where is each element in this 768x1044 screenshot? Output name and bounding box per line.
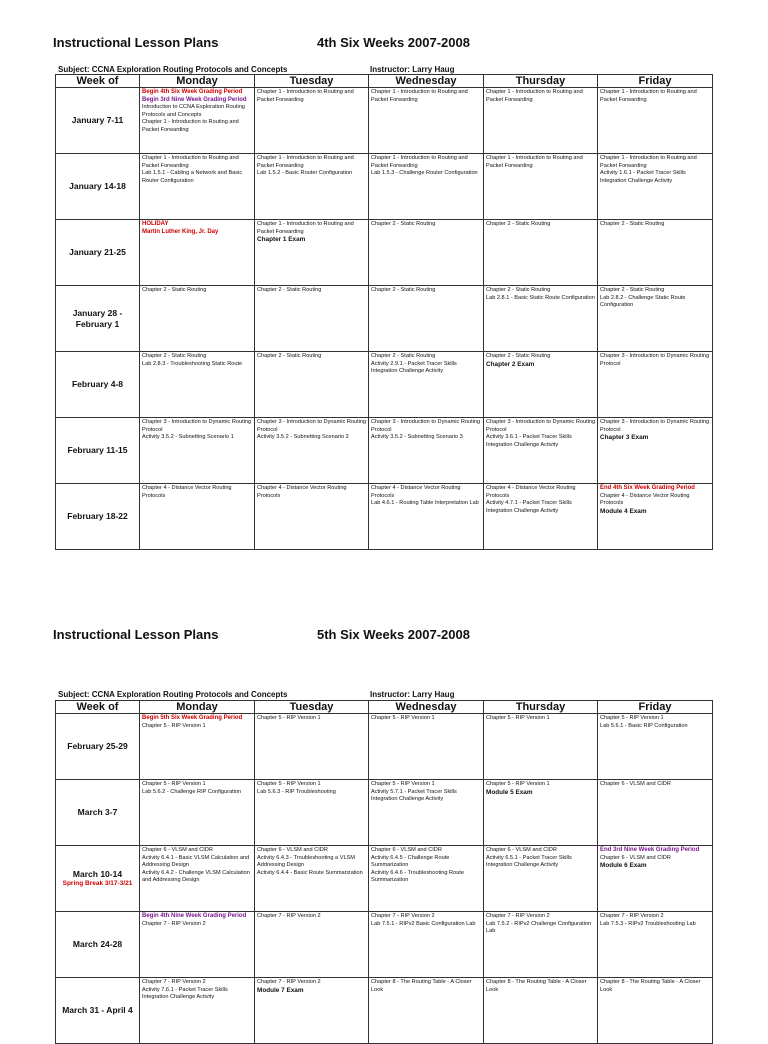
lesson-entry: Chapter 3 - Introduction to Dynamic Routing Protocol	[142, 419, 252, 433]
lesson-entry: Chapter 2 - Static Routing	[486, 221, 551, 227]
day-cell	[255, 846, 369, 912]
lesson-entry: Lab 1.5.1 - Cabling a Network and Basic Router Configuration	[142, 170, 243, 184]
lesson-entry: Chapter 7 - RIP Version 2	[142, 920, 206, 927]
day-cell	[140, 978, 255, 1044]
lesson-entry: Chapter 2 - Static Routing	[486, 287, 551, 293]
lesson-entry: Chapter 2 - Static Routing	[600, 287, 665, 293]
day-cell	[598, 912, 713, 978]
exam-entry: Chapter 1 Exam	[257, 236, 306, 244]
day-cell	[255, 780, 369, 846]
week-label: March 24-28	[72, 939, 123, 949]
grading-period-note: End 4th Six Week Grading Period	[600, 485, 695, 491]
week-label: March 31 - April 4	[62, 1005, 133, 1015]
lesson-entry: Activity 6.4.6 - Troubleshooting Route Summarization	[371, 869, 464, 884]
lesson-entry: Chapter 3 - Introduction to Dynamic Routing Protocol	[486, 419, 596, 433]
lesson-entry: Chapter 2 - Static Routing	[600, 221, 665, 227]
lesson-entry: Chapter 2 - Static Routing	[142, 287, 207, 293]
table-row	[56, 846, 713, 912]
week-label: March 3-7	[77, 807, 118, 817]
lesson-entry: Chapter 6 - VLSM and CIDR	[600, 854, 671, 861]
table-row	[56, 714, 713, 780]
column-header: Tuesday	[255, 701, 369, 714]
day-cell	[484, 714, 598, 780]
instructor-line: Instructor: Larry Haug	[370, 65, 455, 74]
lesson-entry: Chapter 2 - Static Routing	[371, 353, 436, 359]
exam-entry: Module 6 Exam	[600, 862, 647, 870]
lesson-entry: Lab 5.6.1 - Basic RIP Configuration	[600, 722, 688, 729]
lesson-entry: Chapter 2 - Static Routing	[486, 353, 551, 359]
lesson-entry: Lab 7.5.1 - RIPv2 Basic Configuration Lab	[371, 920, 476, 927]
grading-period-note: Begin 4th Nine Week Grading Period	[142, 913, 247, 919]
lesson-entry: Chapter 7 - RIP Version 2	[142, 979, 206, 985]
week-cell	[56, 978, 140, 1044]
exam-entry: Chapter 2 Exam	[486, 360, 535, 368]
week-label: February 25-29	[67, 741, 128, 751]
lesson-entry: Activity 6.4.2 - Challenge VLSM Calculation and Addressing Design	[142, 869, 250, 884]
day-cell	[255, 714, 369, 780]
day-cell	[484, 978, 598, 1044]
lesson-entry: Chapter 1 - Introduction to Routing and Packet Forwarding	[486, 155, 583, 169]
column-header: Week of	[56, 701, 140, 714]
table-row	[56, 912, 713, 978]
week-label: February 11-15	[67, 445, 128, 455]
lesson-entry: Chapter 1 - Introduction to Routing and Packet Forwarding	[600, 89, 697, 103]
lesson-entry: Chapter 4 - Distance Vector Routing Protocols	[371, 485, 461, 499]
lesson-entry: Activity 6.4.3 - Troubleshooting a VLSM Addressing Design	[257, 854, 355, 869]
column-header: Wednesday	[369, 701, 484, 714]
day-cell	[369, 846, 484, 912]
lesson-entry: Chapter 8 - The Routing Table - A Closer Look	[600, 979, 701, 993]
column-header: Wednesday	[369, 75, 484, 88]
lesson-entry: Lab 1.5.3 - Challenge Router Configuration	[371, 170, 478, 177]
lesson-entry: Chapter 2 - Static Routing	[257, 353, 322, 359]
day-cell	[484, 780, 598, 846]
day-cell	[369, 780, 484, 846]
week-label: January 28 - February 1	[72, 307, 123, 329]
lesson-entry: Chapter 2 - Static Routing	[371, 287, 436, 293]
week-label: January 7-11	[71, 115, 124, 125]
exam-entry: Module 5 Exam	[486, 788, 533, 796]
lesson-entry: Chapter 1 - Introduction to Routing and Packet Forwarding	[142, 155, 239, 169]
lesson-entry: Activity 3.5.2 - Subnetting Scenario 2	[257, 434, 349, 441]
lesson-entry: Lab 5.6.3 - RIP Troubleshooting	[257, 788, 336, 795]
lesson-entry: Activity 3.5.2 - Subnetting Scenario 3	[371, 434, 463, 441]
week-label: February 4-8	[71, 379, 124, 389]
lesson-entry: Chapter 1 - Introduction to Routing and Packet Forwarding	[486, 89, 583, 103]
lesson-entry: Chapter 6 - VLSM and CIDR	[600, 781, 671, 787]
day-cell	[140, 912, 255, 978]
lesson-entry: Chapter 5 - RIP Version 1	[486, 781, 550, 787]
column-header: Monday	[140, 701, 255, 714]
lesson-entry: Activity 3.5.2 - Subnetting Scenario 1	[142, 434, 234, 441]
lesson-entry: Lab 2.8.1 - Basic Static Route Configuration	[486, 294, 595, 301]
lesson-entry: Activity 2.9.1 - Packet Tracer Skills Integration Challenge Activity	[371, 360, 457, 375]
lesson-entry: Chapter 1 - Introduction to Routing and Packet Forwarding	[142, 119, 239, 133]
grading-period-note: HOLIDAY	[142, 221, 169, 227]
lesson-entry: Lab 5.6.2 - Challenge RIP Configuration	[142, 788, 242, 795]
lesson-entry: Chapter 3 - Introduction to Dynamic Routing Protocol	[600, 419, 710, 433]
column-header: Week of	[56, 75, 140, 88]
column-header: Thursday	[484, 701, 598, 714]
grading-period-note: Begin 3rd Nine Week Grading Period	[142, 96, 247, 103]
lesson-entry: Chapter 4 - Distance Vector Routing Protocols	[142, 485, 232, 499]
lesson-entry: Chapter 5 - RIP Version 1	[371, 715, 435, 721]
lesson-plan-table	[55, 700, 713, 1044]
lesson-entry: Chapter 4 - Distance Vector Routing Protocols	[600, 492, 690, 507]
lesson-entry: Chapter 7 - RIP Version 2	[257, 913, 321, 919]
lesson-entry: Lab 7.5.2 - RIPv2 Challenge Configuration Lab	[486, 920, 592, 935]
lesson-entry: Activity 7.6.1 - Packet Tracer Skills Integration Challenge Activity	[142, 986, 228, 1001]
lesson-entry: Chapter 3 - Introduction to Dynamic Routing Protocol	[371, 419, 481, 433]
day-cell	[140, 780, 255, 846]
exam-entry: Chapter 3 Exam	[600, 434, 649, 442]
instructor-line: Instructor: Larry Haug	[370, 690, 455, 699]
column-header: Tuesday	[255, 75, 369, 88]
lesson-entry: Chapter 5 - RIP Version 1	[142, 781, 206, 787]
column-header: Friday	[598, 75, 713, 88]
table-row	[56, 780, 713, 846]
day-cell	[369, 912, 484, 978]
exam-entry: Module 4 Exam	[600, 507, 647, 515]
day-cell	[255, 978, 369, 1044]
day-cell	[598, 978, 713, 1044]
period-title: 4th Six Weeks 2007-2008	[317, 35, 470, 50]
week-label: January 14-18	[69, 181, 126, 191]
lesson-entry: Chapter 6 - VLSM and CIDR	[486, 847, 557, 853]
lesson-entry: Lab 7.5.3 - RIPv2 Troubleshooting Lab	[600, 920, 696, 927]
column-header: Friday	[598, 701, 713, 714]
lesson-entry: Chapter 7 - RIP Version 2	[600, 913, 664, 919]
lesson-entry: Chapter 2 - Static Routing	[142, 353, 207, 359]
page-title: Instructional Lesson Plans	[53, 627, 219, 642]
day-cell	[369, 978, 484, 1044]
week-cell	[56, 780, 140, 846]
lesson-entry: Chapter 1 - Introduction to Routing and Packet Forwarding	[257, 89, 354, 103]
header-row	[56, 701, 713, 714]
lesson-entry: Chapter 8 - The Routing Table - A Closer Look	[486, 979, 587, 993]
week-label: February 18-22	[67, 511, 128, 521]
lesson-entry: Lab 2.8.3 - Troubleshooting Static Route	[142, 360, 243, 367]
day-cell	[598, 846, 713, 912]
grading-period-note: Begin 4th Six Week Grading Period	[142, 89, 243, 95]
lesson-entry: Chapter 2 - Static Routing	[257, 287, 322, 293]
table-row	[56, 978, 713, 1044]
day-cell	[484, 912, 598, 978]
grading-period-note: Martin Luther King, Jr. Day	[142, 228, 219, 235]
day-cell	[255, 912, 369, 978]
week-cell	[56, 846, 140, 912]
day-cell	[140, 846, 255, 912]
exam-entry: Module 7 Exam	[257, 986, 304, 994]
lesson-entry: Activity 3.6.1 - Packet Tracer Skills Integration Challenge Activity	[486, 434, 572, 448]
lesson-entry: Activity 1.6.1 - Packet Tracer Skills Integration Challenge Activity	[600, 170, 686, 184]
lesson-entry: Chapter 7 - RIP Version 2	[371, 913, 435, 919]
day-cell	[369, 714, 484, 780]
week-cell	[56, 912, 140, 978]
lesson-entry: Chapter 1 - Introduction to Routing and Packet Forwarding	[371, 89, 468, 103]
grading-period-note: End 3rd Nine Week Grading Period	[600, 847, 700, 853]
lesson-entry: Chapter 1 - Introduction to Routing and Packet Forwarding	[257, 221, 354, 235]
lesson-entry: Lab 2.8.2 - Challenge Static Route Configuration	[600, 294, 686, 309]
lesson-entry: Chapter 4 - Distance Vector Routing Protocols	[486, 485, 576, 499]
lesson-entry: Chapter 5 - RIP Version 1	[371, 781, 435, 787]
lesson-entry: Chapter 1 - Introduction to Routing and Packet Forwarding	[371, 155, 468, 169]
column-header: Thursday	[484, 75, 598, 88]
lesson-entry: Chapter 5 - RIP Version 1	[600, 715, 664, 721]
lesson-entry: Activity 5.7.1 - Packet Tracer Skills Integration Challenge Activity	[371, 788, 457, 803]
lesson-entry: Introduction to CCNA Exploration Routing Protocols and Concepts	[142, 104, 245, 118]
lesson-entry: Chapter 6 - VLSM and CIDR	[371, 847, 442, 853]
lesson-entry: Chapter 5 - RIP Version 1	[257, 715, 321, 721]
lesson-entry: Chapter 7 - RIP Version 2	[257, 979, 321, 985]
lesson-entry: Activity 6.5.1 - Packet Tracer Skills Integration Challenge Activity	[486, 854, 572, 869]
week-label: January 21-25	[69, 247, 126, 257]
grading-period-note: Begin 5th Six Week Grading Period	[142, 715, 243, 721]
subject-line: Subject: CCNA Exploration Routing Protocols and Concepts	[58, 690, 288, 699]
lesson-entry: Activity 6.4.1 - Basic VLSM Calculation and Addressing Design	[142, 854, 250, 869]
lesson-entry: Chapter 7 - RIP Version 2	[486, 913, 550, 919]
week-label: March 10-14	[72, 869, 123, 879]
lesson-entry: Chapter 1 - Introduction to Routing and Packet Forwarding	[257, 155, 354, 169]
lesson-entry: Activity 6.4.4 - Basic Route Summarization	[257, 869, 363, 876]
lesson-entry: Chapter 6 - VLSM and CIDR	[142, 847, 213, 853]
lesson-entry: Chapter 5 - RIP Version 1	[257, 781, 321, 787]
lesson-entry: Chapter 2 - Static Routing	[371, 221, 436, 227]
week-cell	[56, 714, 140, 780]
period-title: 5th Six Weeks 2007-2008	[317, 627, 470, 642]
lesson-entry: Lab 1.5.2 - Basic Router Configuration	[257, 170, 353, 177]
day-cell	[598, 714, 713, 780]
lesson-entry: Chapter 3 - Introduction to Dynamic Routing Protocol	[600, 353, 710, 367]
column-header: Monday	[140, 75, 255, 88]
day-cell	[598, 780, 713, 846]
subject-line: Subject: CCNA Exploration Routing Protocols and Concepts	[58, 65, 288, 74]
lesson-entry: Activity 4.7.1 - Packet Tracer Skills Integration Challenge Activity	[486, 500, 572, 514]
day-cell	[484, 846, 598, 912]
lesson-entry: Chapter 6 - VLSM and CIDR	[257, 847, 328, 853]
lesson-entry: Chapter 8 - The Routing Table - A Closer Look	[371, 979, 472, 993]
lesson-entry: Lab 4.6.1 - Routing Table Interpretation Lab	[371, 500, 479, 507]
lesson-entry: Activity 6.4.5 - Challenge Route Summarization	[371, 854, 450, 869]
lesson-entry: Chapter 5 - RIP Version 1	[486, 715, 550, 721]
day-cell	[140, 714, 255, 780]
week-note: Spring Break 3/17-3/21	[62, 880, 133, 887]
lesson-entry: Chapter 4 - Distance Vector Routing Protocols	[257, 485, 347, 499]
lesson-entry: Chapter 3 - Introduction to Dynamic Routing Protocol	[257, 419, 367, 433]
lesson-entry: Chapter 5 - RIP Version 1	[142, 722, 206, 729]
page-title: Instructional Lesson Plans	[53, 35, 219, 50]
lesson-entry: Chapter 1 - Introduction to Routing and Packet Forwarding	[600, 155, 697, 169]
